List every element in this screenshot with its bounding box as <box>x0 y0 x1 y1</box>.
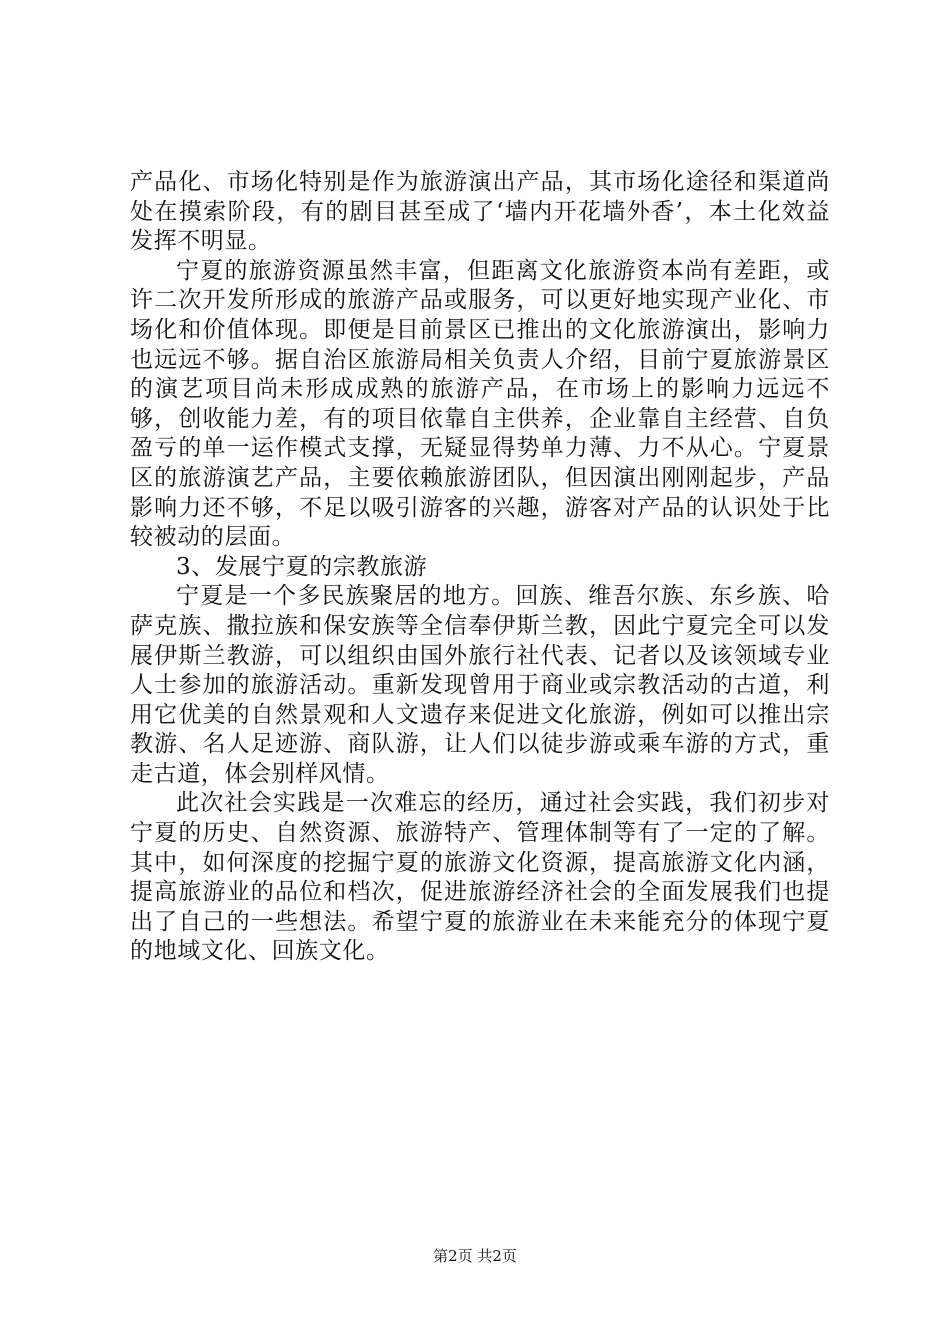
section-heading-religious-tourism: 3、发展宁夏的宗教旅游 <box>176 553 428 580</box>
document-body <box>130 168 830 967</box>
paragraph-tourism-resources: 宁夏的旅游资源虽然丰富，但距离文化旅游资本尚有差距，或许二次开发所形成的旅游产品或服务，可以更好地实现产业化、市场化和价值体现。即便是目前景区已推出的文化旅游演出，影响力也远远不够。据自治区旅游局相关负责人介绍，目前宁夏旅游景区的演艺项目尚未形成成熟的旅游产品，在市场上的影响力远远不够，创收能力差，有的项目依靠自主供养，企业靠自主经营、自负盈亏的单一运作模式支撑，无疑显得势单力薄、力不从心。宁夏景区的旅游演艺产品，主要依赖旅游团队，但因演出刚刚起步，产品影响力还不够，不足以吸引游客的兴趣，游客对产品的认识处于比较被动的层面。 <box>130 257 830 551</box>
paragraph-continuation: 产品化、市场化特别是作为旅游演出产品，其市场化途径和渠道尚处在摸索阶段，有的剧目甚至成了‘墙内开花墙外香’，本土化效益发挥不明显。 <box>130 169 830 255</box>
page-footer: 第2页 共2页 <box>433 1247 517 1265</box>
paragraph-religious-tourism: 宁夏是一个多民族聚居的地方。回族、维吾尔族、东乡族、哈萨克族、撒拉族和保安族等全信奉伊斯兰教，因此宁夏完全可以发展伊斯兰教游，可以组织由国外旅行社代表、记者以及该领域专业人士参加的旅游活动。重新发现曾用于商业或宗教活动的古道，利用它优美的自然景观和人文遗存来促进文化旅游，例如可以推出宗教游、名人足迹游、商队游，让人们以徒步游或乘车游的方式，重走古道，体会别样风情。 <box>130 583 830 787</box>
paragraph-conclusion: 此次社会实践是一次难忘的经历，通过社会实践，我们初步对宁夏的历史、自然资源、旅游特产、管理体制等有了一定的了解。其中，如何深度的挖掘宁夏的旅游文化资源，提高旅游文化内涵，提高旅游业的品位和档次，促进旅游经济社会的全面发展我们也提出了自己的一些想法。希望宁夏的旅游业在未来能充分的体现宁夏的地域文化、回族文化。 <box>130 790 830 965</box>
